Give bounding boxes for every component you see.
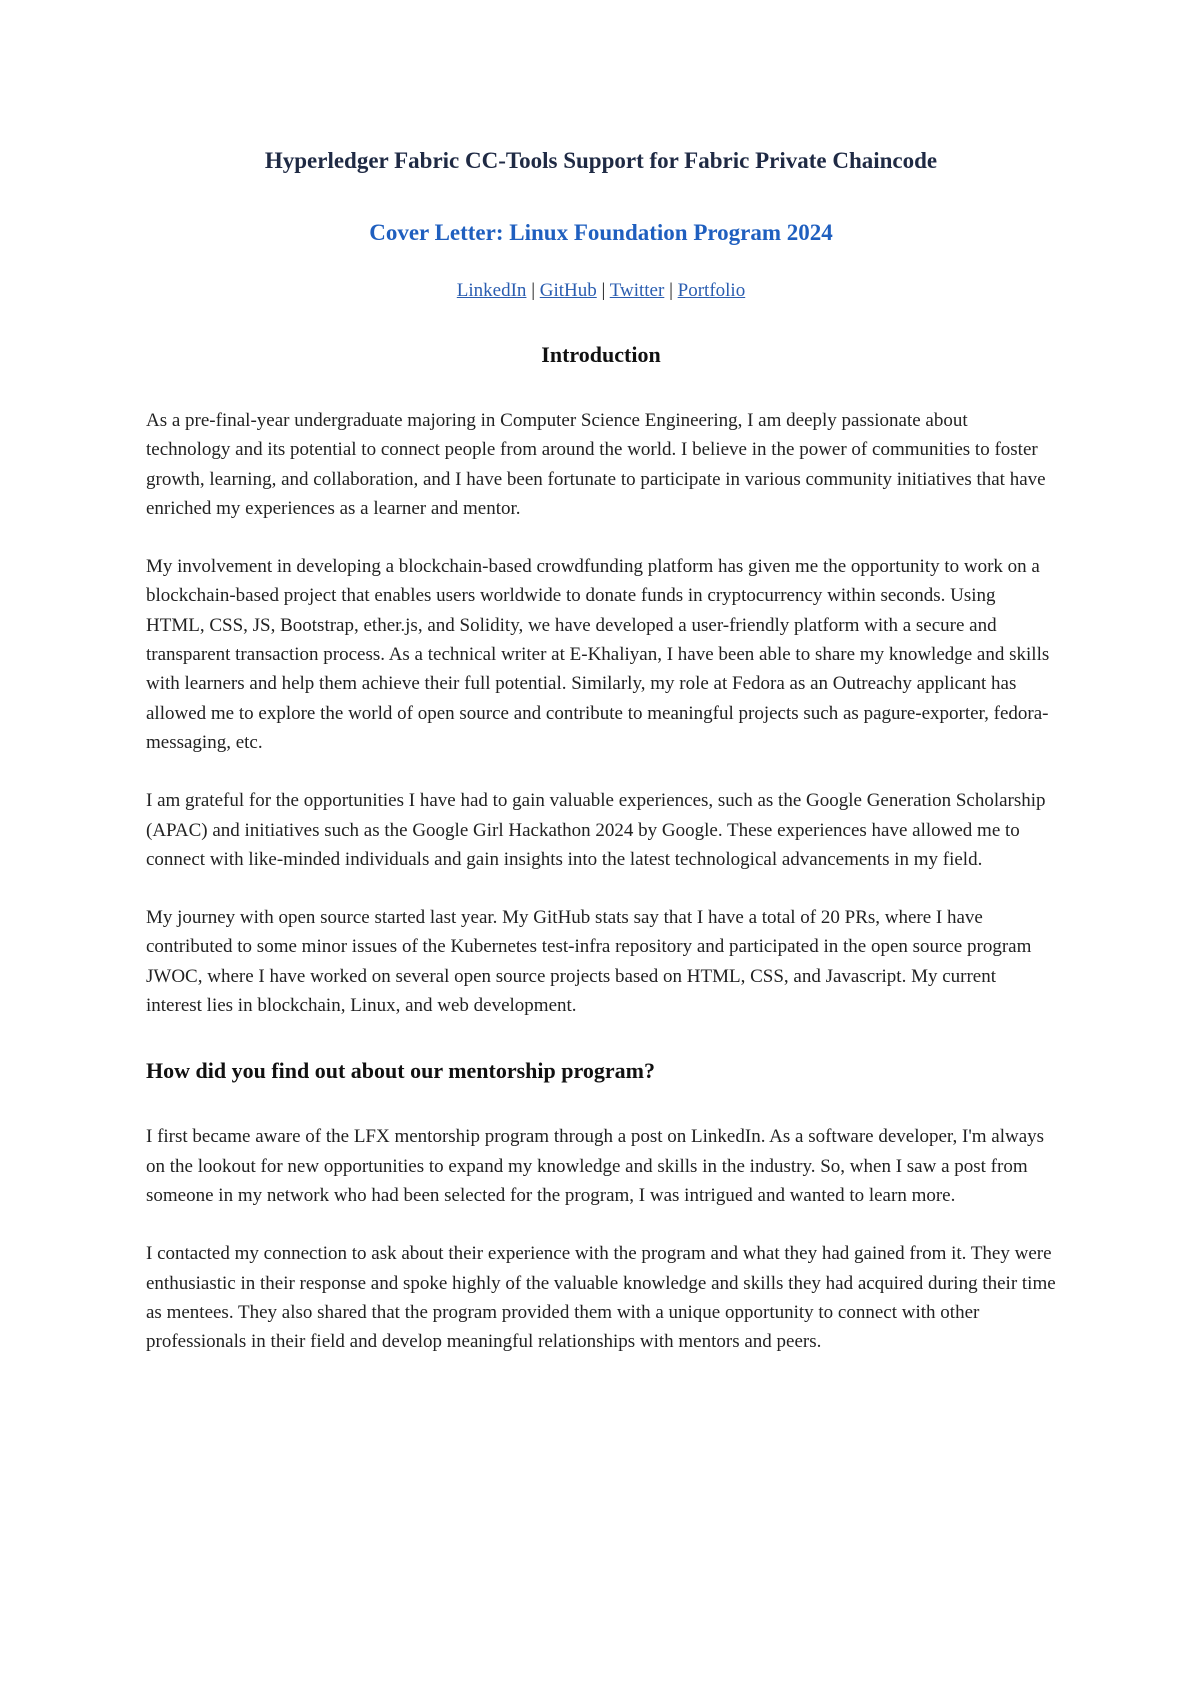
introduction-heading: Introduction (541, 342, 661, 367)
introduction-paragraph: My journey with open source started last year. My GitHub stats say that I have a total of 20 PRs, where I have contributed to some minor issues of the Kubernetes test-infra repository and participated in the open source program JWOC, where I have worked on several open source projects based on HTML, CSS, and Javascript. My current interest lies in blockchain, Linux, and web development. (146, 907, 1032, 1017)
introduction-paragraph: My involvement in developing a blockchain-based crowdfunding platform has given me the opportunity to work on a blockchain-based project that enables users worldwide to donate funds in cryptocurrency within seconds. Using HTML, CSS, JS, Bootstrap, ether.js, and Solidity, we have developed a user-friendly platform with a secure and transparent transaction process. As a technical writer at E-Khaliyan, I have been able to share my knowledge and skills with learners and help them achieve their full potential. Similarly, my role at Fedora as an Outreachy applicant has allowed me to explore the world of open source and contribute to meaningful projects such as pagure-exporter, fedora-messaging, etc. (146, 556, 1050, 753)
document-title: Hyperledger Fabric CC-Tools Support for Fabric Private Chaincode (264, 148, 938, 173)
document-subtitle: Cover Letter: Linux Foundation Program 2024 (369, 220, 833, 245)
social-links (146, 278, 1056, 304)
introduction-paragraph: I am grateful for the opportunities I have had to gain valuable experiences, such as the Google Generation Scholarship (APAC) and initiatives such as the Google Girl Hackathon 2024 by Google. These experiences have allowed me to connect with like-minded individuals and gain insights into the latest technological advancements in my field. (146, 790, 1046, 870)
mentorship-paragraph: I first became aware of the LFX mentorship program through a post on LinkedIn. As a software developer, I'm always on the lookout for new opportunities to expand my knowledge and skills in the industry. So, when I saw a post from someone in my network who had been selected for the program, I was intrigued and wanted to learn more. (146, 1126, 1045, 1206)
mentorship-heading: How did you find out about our mentorship program? (146, 1058, 655, 1084)
introduction-paragraph: As a pre-final-year undergraduate majoring in Computer Science Engineering, I am deeply passionate about technology and its potential to connect people from around the world. I believe in the power of communities to foster growth, learning, and collaboration, and I have been fortunate to participate in various community initiatives that have enriched my experiences as a learner and mentor. (146, 410, 1046, 519)
link-separator: | (664, 280, 678, 301)
linkedin-link[interactable]: LinkedIn (456, 280, 527, 301)
link-separator: | (526, 280, 540, 301)
github-link[interactable]: GitHub (539, 280, 597, 301)
portfolio-link[interactable]: Portfolio (677, 280, 746, 301)
link-separator: | (596, 280, 610, 301)
mentorship-paragraph: I contacted my connection to ask about their experience with the program and what they had gained from it. They were enthusiastic in their response and spoke highly of the valuable knowledge and skills they had acquired during their time as mentees. They also shared that the program provided them with a unique opportunity to connect with other professionals in their field and develop meaningful relationships with mentors and peers. (146, 1243, 1056, 1353)
twitter-link[interactable]: Twitter (609, 280, 665, 301)
